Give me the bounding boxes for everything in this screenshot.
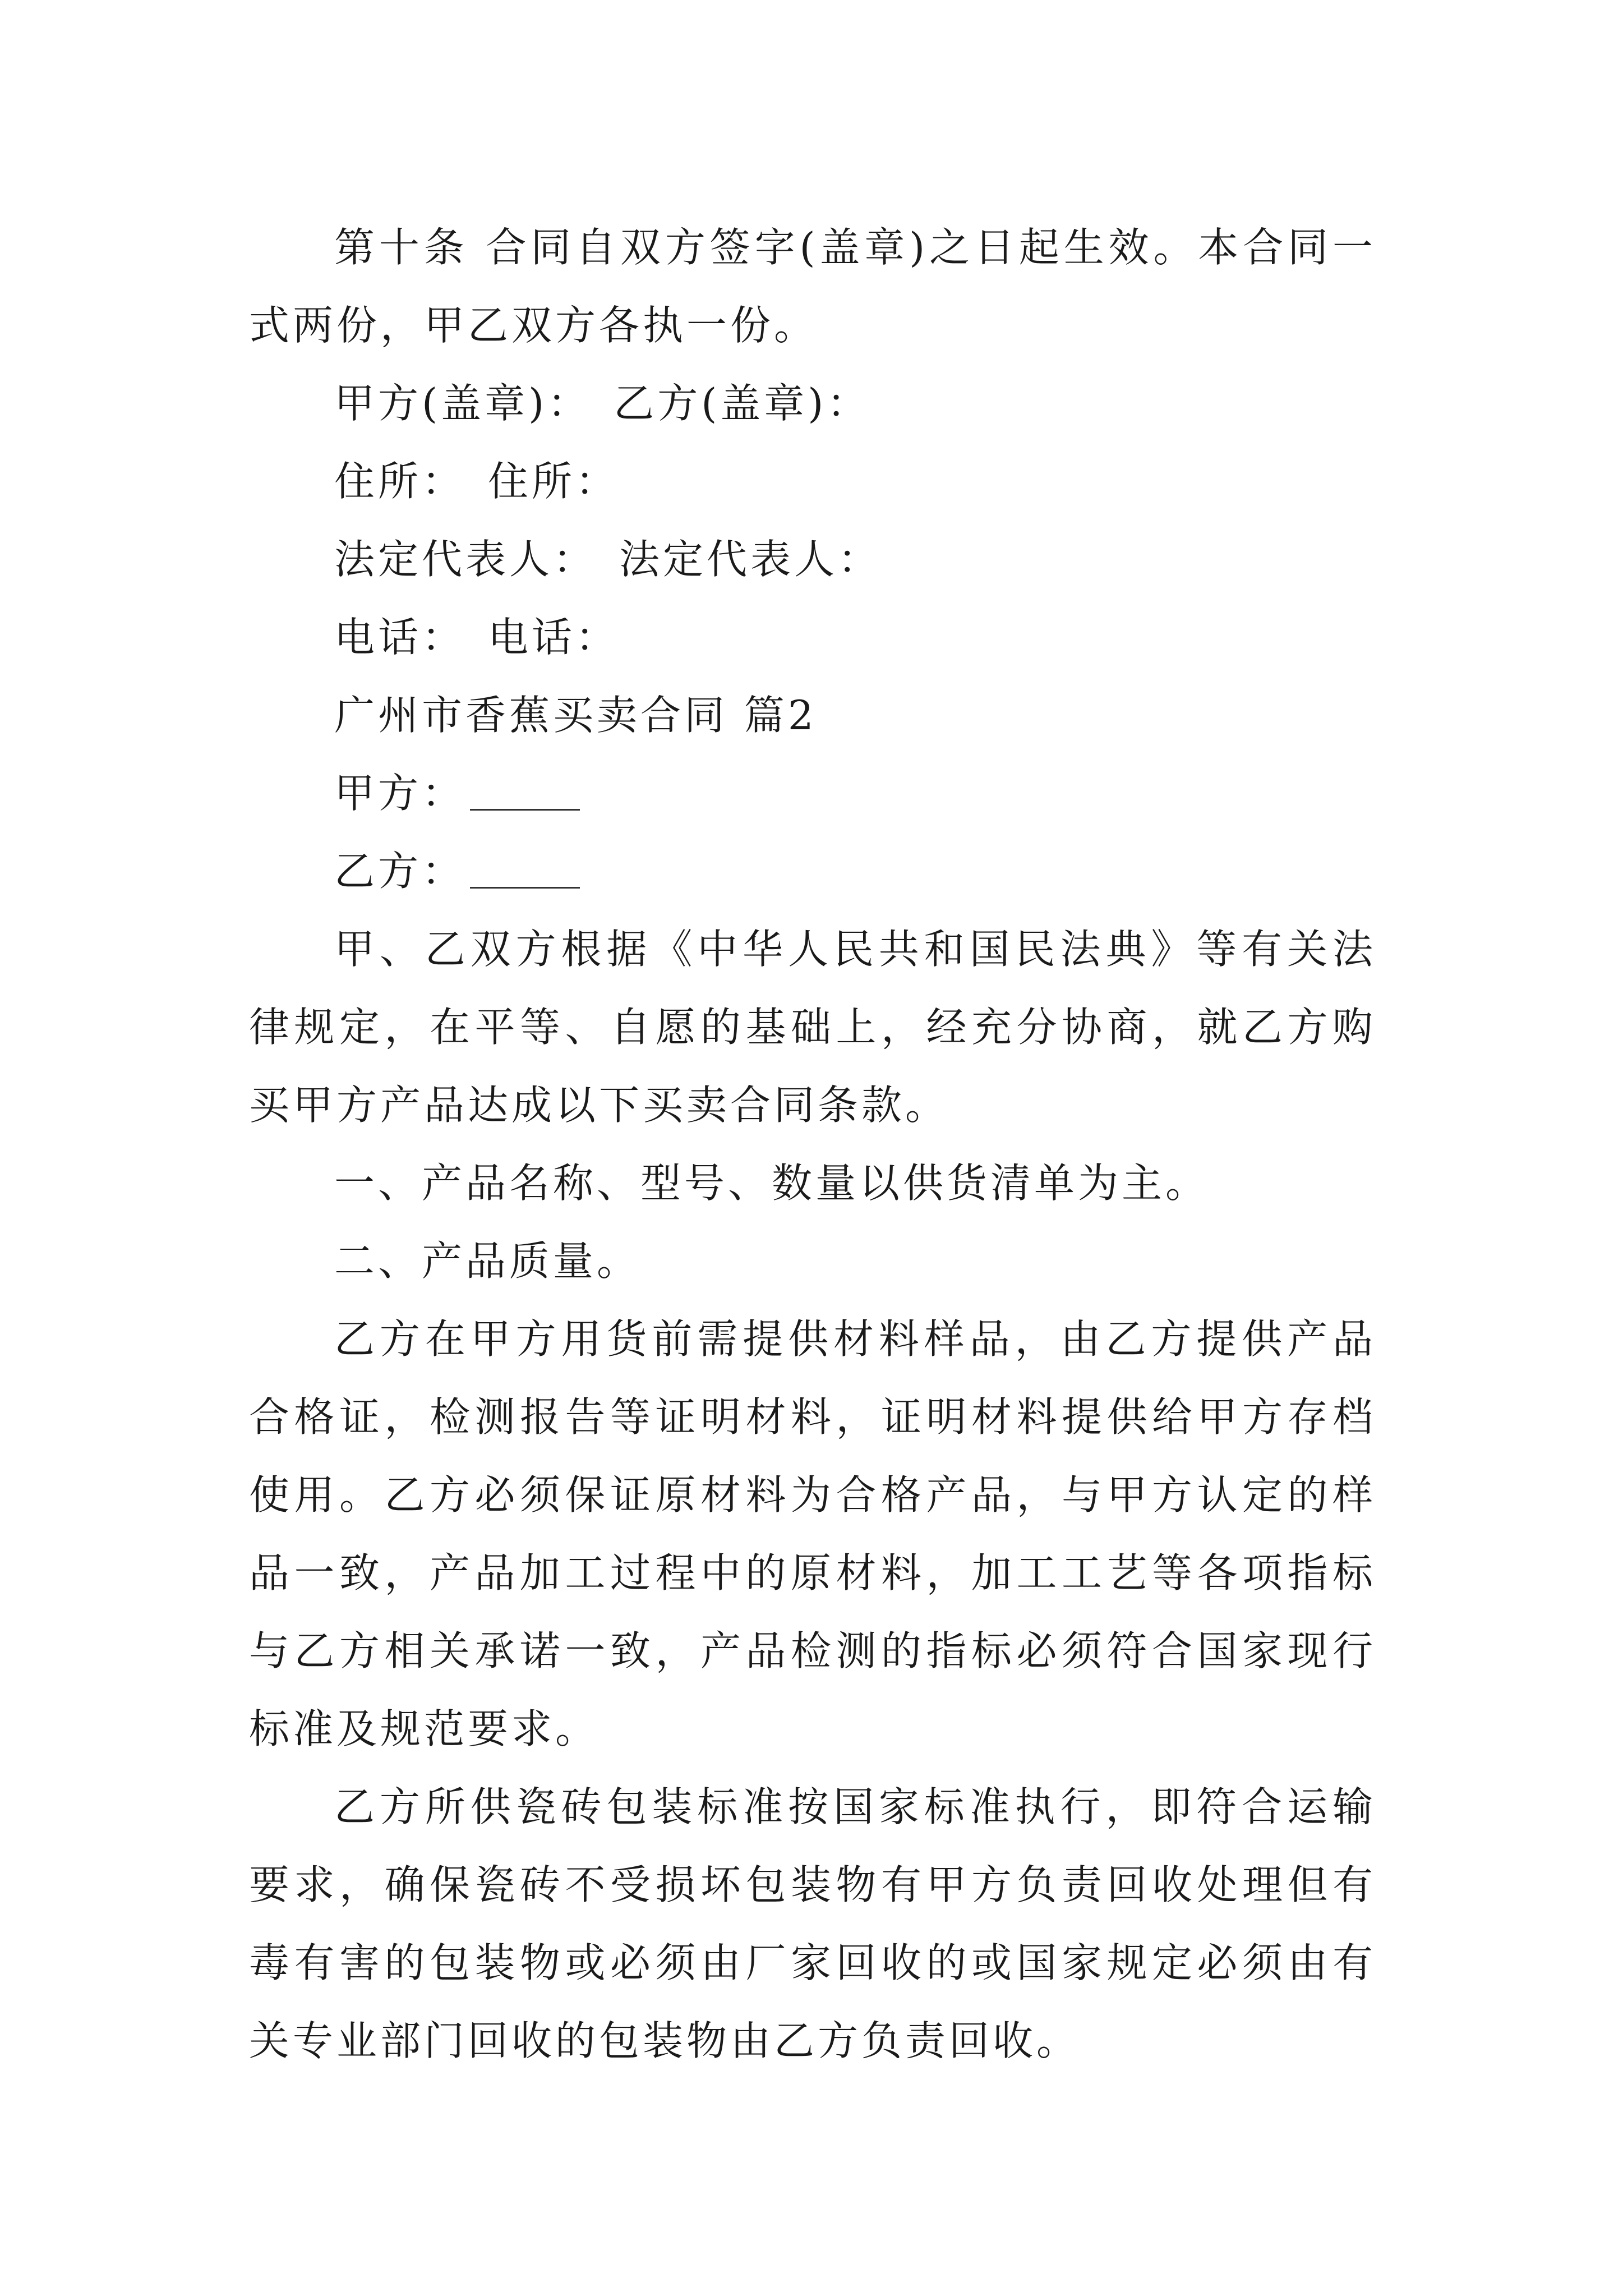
intro-paragraph: 甲、乙双方根据《中华人民共和国民法典》等有关法律规定，在平等、自愿的基础上，经充分协商，就乙方购买甲方产品达成以下买卖合同条款。 (249, 926, 1376, 1129)
party-a-line (249, 754, 1376, 832)
party-b-seal-label: 乙方(盖章)： (614, 380, 871, 427)
item-1-paragraph: 一、产品名称、型号、数量以供货清单为主。 (334, 1159, 1210, 1207)
article-10-paragraph: 第十条 合同自双方签字(盖章)之日起生效。本合同一式两份，甲乙双方各执一份。 (249, 224, 1376, 349)
party-a-representative-label: 法定代表人： (334, 536, 597, 583)
party-a-phone-label: 电话： (334, 614, 466, 661)
party-a-label: 甲方： (334, 770, 466, 817)
party-b-label: 乙方： (334, 848, 466, 895)
signature-line-seal (249, 365, 1376, 443)
item-2-heading: 二、产品质量。 (334, 1237, 641, 1285)
quality-paragraph: 乙方在甲方用货前需提供材料样品，由乙方提供产品合格证，检测报告等证明材料，证明材料提供给甲方存档使用。乙方必须保证原材料为合格产品，与甲方认定的样品一致，产品加工过程中的原材料，加工工艺等各项指标与乙方相关承诺一致，产品检测的指标必须符合国家现行标准及规范要求。 (249, 1315, 1376, 1752)
document-body (249, 209, 1376, 2080)
party-b-phone-label: 电话： (488, 614, 620, 661)
party-b-address-label: 住所： (488, 458, 620, 505)
party-a-seal-label: 甲方(盖章)： (334, 380, 592, 427)
party-a-blank (470, 775, 580, 811)
section-title: 广州市香蕉买卖合同 篇2 (334, 692, 817, 739)
party-a-address-label: 住所： (334, 458, 466, 505)
party-b-blank (470, 853, 580, 889)
party-b-line (249, 832, 1376, 910)
signature-line-phone (249, 599, 1376, 677)
party-b-representative-label: 法定代表人： (619, 536, 882, 583)
signature-line-address (249, 443, 1376, 521)
packaging-paragraph: 乙方所供瓷砖包装标准按国家标准执行，即符合运输要求，确保瓷砖不受损坏包装物有甲方负责回收处理但有毒有害的包装物或必须由厂家回收的或国家规定必须由有关专业部门回收的包装物由乙方负责回收。 (249, 1783, 1376, 2064)
signature-line-representative (249, 521, 1376, 599)
